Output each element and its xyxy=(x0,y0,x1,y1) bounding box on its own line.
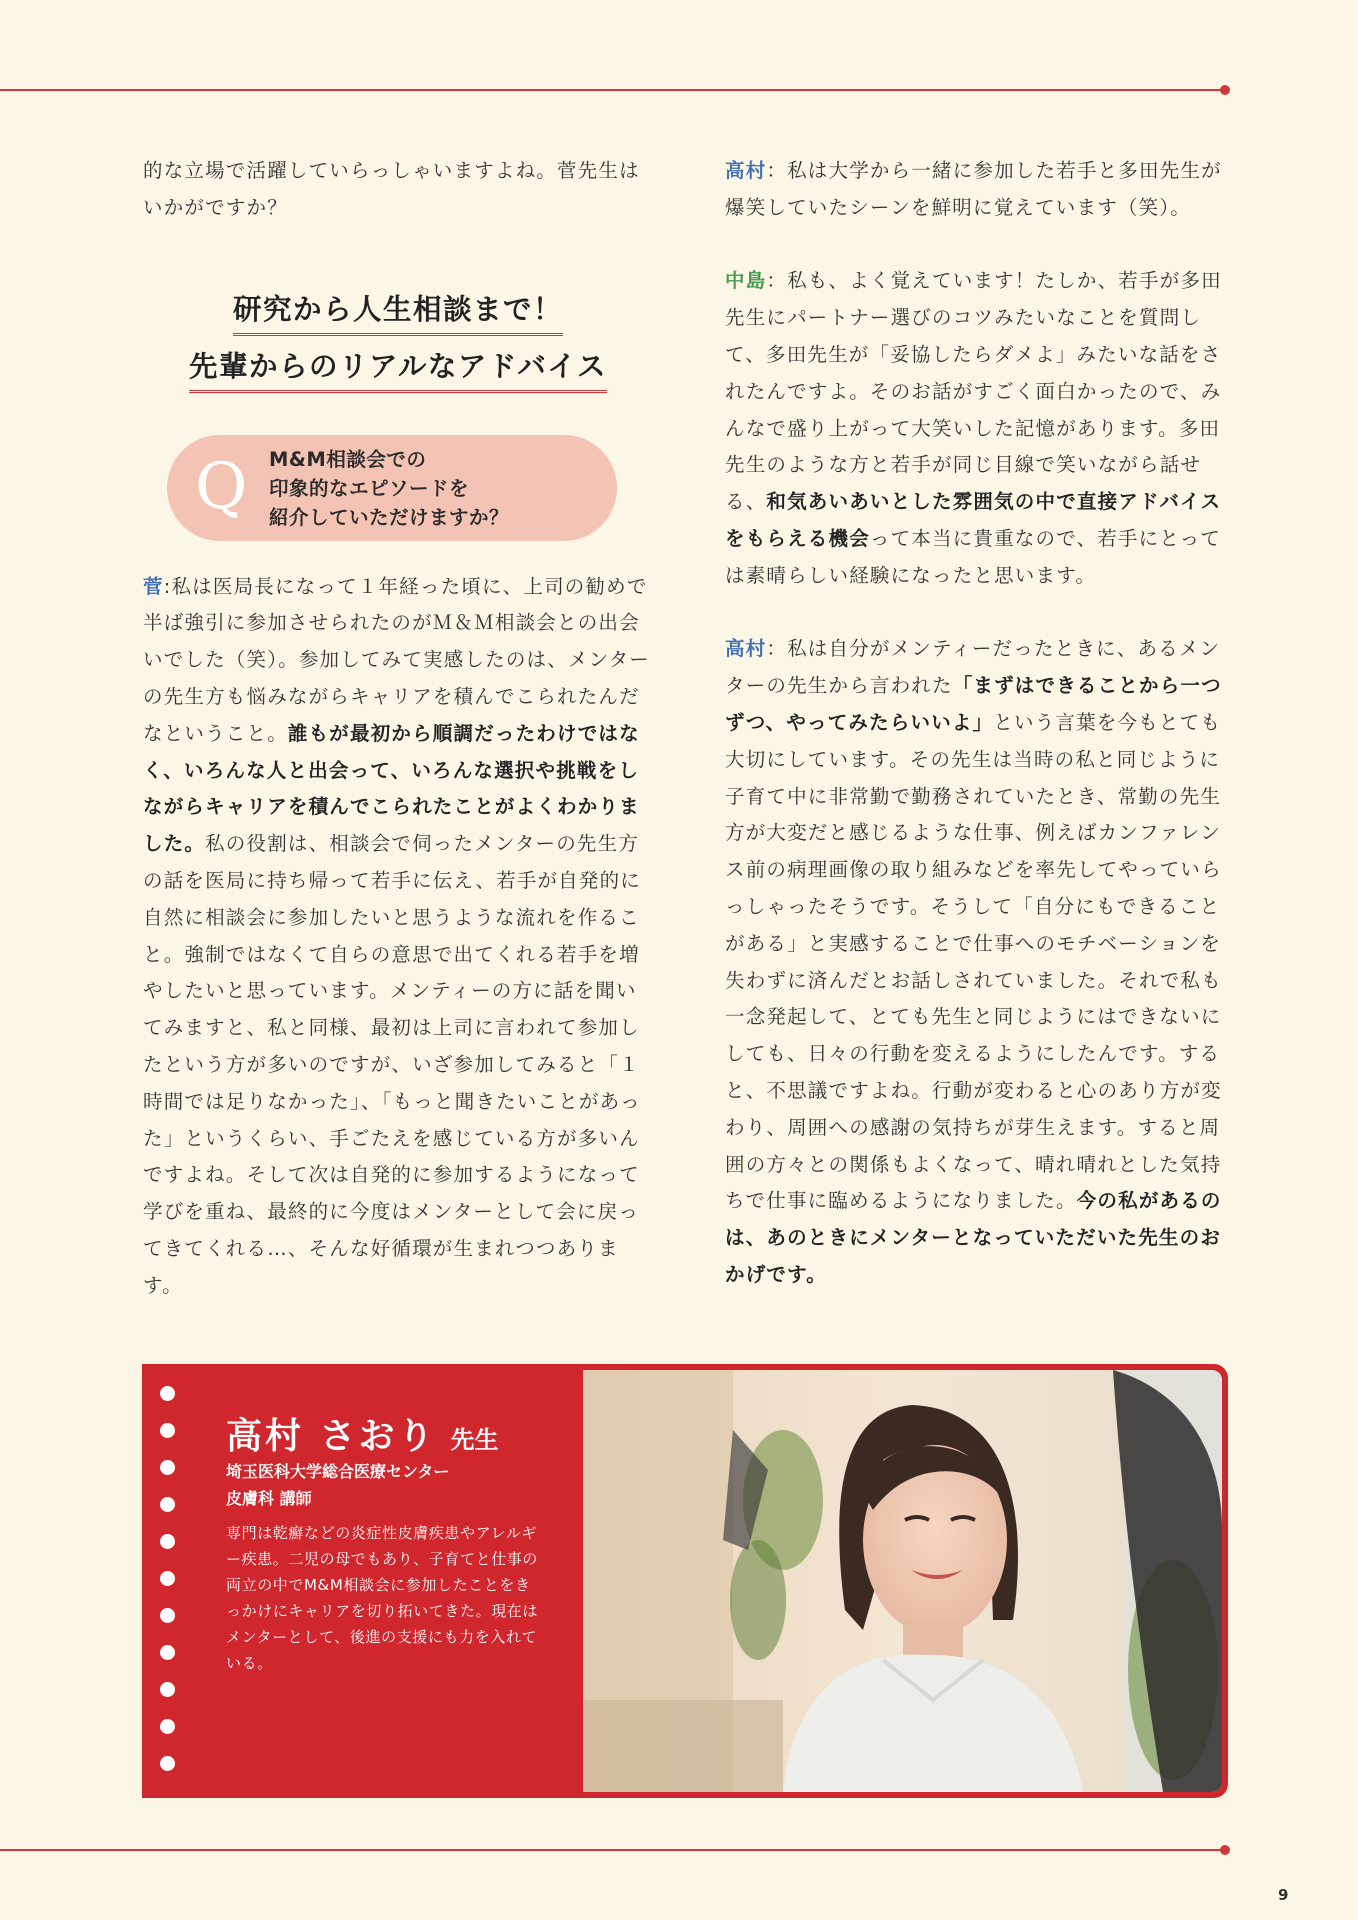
notebook-dots xyxy=(160,1386,175,1793)
left-column xyxy=(143,153,653,1305)
dot xyxy=(160,1645,175,1660)
paragraph-nakajima xyxy=(725,263,1230,594)
question-line1: M&M相談会での xyxy=(269,447,427,471)
bottom-divider xyxy=(0,1849,1226,1851)
question-text xyxy=(269,445,509,532)
dot xyxy=(160,1719,175,1734)
page-number: 9 xyxy=(1278,1886,1289,1904)
paragraph-text: って本当に貴重なので、若手にとっては素晴らしい経験になったと思います。 xyxy=(725,526,1222,587)
dot xyxy=(160,1386,175,1401)
profile-name: 高村 さおり xyxy=(226,1416,437,1457)
speaker-nakajima: 中島 xyxy=(725,269,767,293)
answer-text: 私の役割は、相談会で伺ったメンターの先生方の話を医局に持ち帰って若手に伝え、若手が自発的に自然に相談会に参加したいと思うような流れを作ること。強制ではなくて自らの意思で出てくれる若手を増やしたいと思っています。メンティーの方に話を聞いてみますと、私と同様、最初は上司に言われて参加したという方が多いのですが、いざ参加してみると「１時間では足りなかった」、「もっと聞きたいことがあった」というくらい、手ごたえを感じている方が多いんですよね。そして次は自発的に参加するようになって学びを重ね、最終的に今度はメンターとして会に戻ってきてくれる…、そんな好循環が生まれつつあります。 xyxy=(143,832,641,1297)
question-line2: 印象的なエピソードを xyxy=(269,476,470,500)
paragraph-emphasis: 今の私があるのは、あのときにメンターとなっていただいた先生のおかげです。 xyxy=(725,1189,1222,1286)
affiliation-line1: 埼玉医科大学総合医療センター xyxy=(226,1462,450,1481)
section-heading-line1: 研究から人生相談まで！ xyxy=(233,291,563,336)
dot xyxy=(160,1608,175,1623)
profile-bio: 専門は乾癬などの炎症性皮膚疾患やアレルギー疾患。二児の母でもあり、子育てと仕事の両立の中でM&M相談会に参加したことをきっかけにキャリアを切り拓いてきた。現在はメンターとして、後進の支援にも力を入れている。 xyxy=(226,1524,539,1672)
question-line3: 紹介していただけますか？ xyxy=(269,505,510,529)
section-heading-line2: 先輩からのリアルなアドバイス xyxy=(189,348,607,393)
question-mark-icon: Q xyxy=(195,449,249,524)
answer-suga xyxy=(143,569,653,1305)
profile-title: 先生 xyxy=(450,1426,499,1454)
paragraph-emphasis: 和気あいあいとした雰囲気の中で直接アドバイスをもらえる機会 xyxy=(725,490,1222,550)
paragraph-takamura-2 xyxy=(725,631,1230,1293)
question-box xyxy=(167,435,617,541)
profile-card xyxy=(142,1364,1228,1798)
profile-affiliation xyxy=(226,1458,449,1512)
speaker-takamura: 高村 xyxy=(725,637,767,661)
dot xyxy=(160,1497,175,1512)
dot xyxy=(160,1423,175,1438)
dot xyxy=(160,1682,175,1697)
speaker-separator: ： xyxy=(766,637,788,661)
paragraph-text: 私は自分がメンティーだったときに、あるメンターの先生から言われた xyxy=(725,637,1221,698)
profile-name-block xyxy=(226,1408,499,1459)
paragraph-text: 私も、よく覚えています！たしか、若手が多田先生にパートナー選びのコツみたいなことを質問して、多田先生が「妥協したらダメよ」みたいな話をされたんですよ。そのお話がすごく面白かったので、みんなで盛り上がって大笑いした記憶があります。多田先生のような方と若手が同じ目線で笑いながら話せる、 xyxy=(725,269,1222,514)
intro-paragraph: 的な立場で活躍していらっしゃいますよね。菅先生はいかがですか？ xyxy=(143,159,640,219)
paragraph-emphasis: 「まずはできることから一つずつ、やってみたらいいよ」 xyxy=(725,674,1222,734)
paragraph-text: という言葉を今もとても大切にしています。その先生は当時の私と同じように子育て中に非常勤で勤務されていたとき、常勤の先生方が大変だと感じるような仕事、例えばカンファレンス前の病理画像の取り組みなどを率先してやっていらっしゃったそうです。そうして「自分にもできることがある」と実感することで仕事へのモチベーションを失わずに済んだとお話しされていました。それで私も一念発起して、とても先生と同じようにはできないにしても、日々の行動を変えるようにしたんです。すると、不思議ですよね。行動が変わると心のあり方が変わり、周囲への感謝の気持ちが芽生えます。すると周囲の方々との関係もよくなって、晴れ晴れとした気持ちで仕事に臨めるようになりました。 xyxy=(725,710,1222,1213)
speaker-takamura: 高村 xyxy=(725,159,767,182)
speaker-suga: 菅 xyxy=(143,574,164,598)
right-column xyxy=(725,153,1230,1294)
answer-text: 私は医局長になって１年経った頃に、上司の勧めで半ば強引に参加させられたのがＭ＆Ｍ相談会との出会いでした（笑）。参加してみて実感したのは、メンターの先生方も悩みながらキャリアを積んでこられたんだなということ。 xyxy=(143,574,650,745)
answer-emphasis: 誰もが最初から順調だったわけではなく、いろんな人と出会って、いろんな選択や挑戦をしながらキャリアを積んでこられたことがよくわかりました。 xyxy=(143,721,640,856)
section-heading xyxy=(143,285,653,399)
dot xyxy=(160,1460,175,1475)
portrait-photo xyxy=(583,1370,1222,1792)
paragraph-text: 私は大学から一緒に参加した若手と多田先生が爆笑していたシーンを鮮明に覚えています（笑）。 xyxy=(725,159,1222,219)
dot xyxy=(160,1571,175,1586)
speaker-separator: ： xyxy=(766,159,788,182)
paragraph-takamura-1 xyxy=(725,153,1230,227)
dot xyxy=(160,1534,175,1549)
top-divider xyxy=(0,89,1226,91)
speaker-separator: : xyxy=(163,574,172,598)
speaker-separator: ： xyxy=(766,269,788,293)
dot xyxy=(160,1756,175,1771)
affiliation-line2: 皮膚科 講師 xyxy=(226,1489,312,1508)
